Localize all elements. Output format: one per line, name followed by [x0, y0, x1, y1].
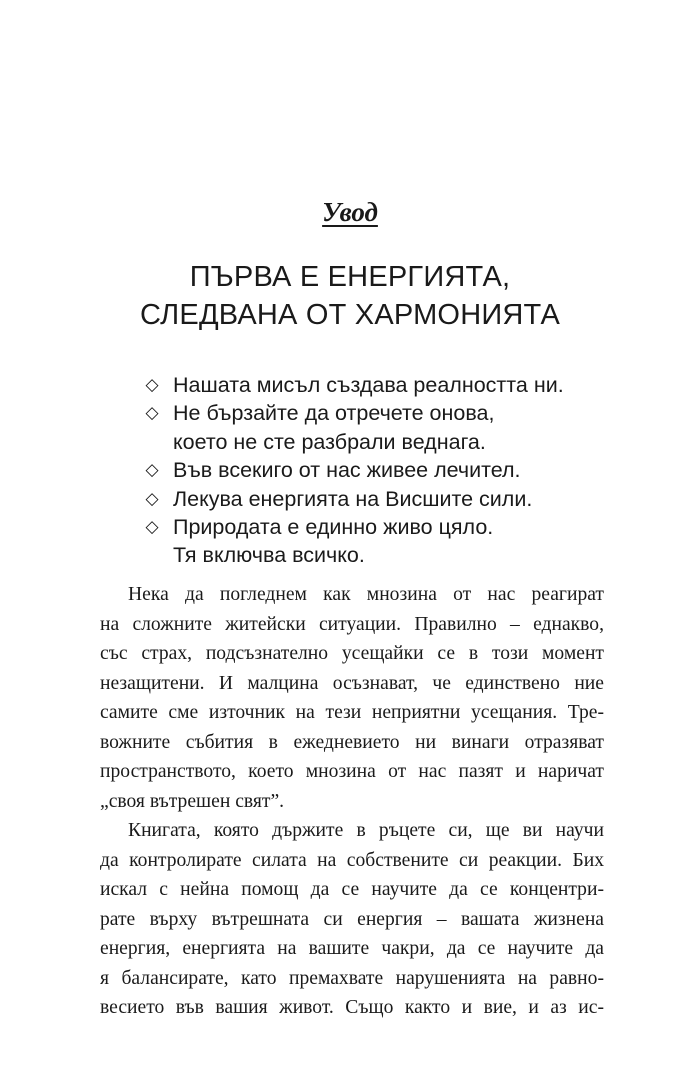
precept-line: Тя включва всичко.	[173, 543, 365, 568]
paragraph-line: я балансирате, като премахвате нарушенията на равно-	[100, 967, 604, 989]
paragraph-line: Нека да погледнем как мнозина от нас реагират	[128, 584, 604, 605]
paragraph-line: Книгата, която държите в ръцете си, ще ви научи	[128, 820, 604, 841]
chapter-title-line: ПЪРВА Е ЕНЕРГИЯТА,	[189, 261, 511, 293]
body-text	[100, 580, 604, 1023]
precept-item	[140, 456, 610, 484]
precept-line: Нашата мисъл създава реалността ни.	[173, 373, 564, 397]
precept-item	[140, 371, 610, 399]
precept-line: Не бързайте да отречете онова,	[173, 401, 495, 426]
precept-item	[140, 485, 610, 513]
paragraph-line: със страх, подсъзнателно усещайки се в този момент	[100, 643, 604, 664]
paragraph	[100, 816, 604, 1023]
paragraph-line: весието във вашия живот. Също както и вие, и аз ис-	[100, 997, 604, 1018]
paragraph-line: вожните събития в ежедневието ни винаги отразяват	[100, 731, 604, 753]
paragraph-line: самите сме източник на тези неприятни усещания. Тре-	[100, 702, 604, 723]
paragraph-line: енергия, енергията на вашите чакри, да се научите да	[100, 938, 604, 959]
paragraph-line: да контролирате силата на собствените си реакции. Бих	[100, 849, 604, 871]
diamond-bullet-icon: ◇	[145, 375, 159, 394]
precepts-list	[140, 371, 610, 570]
precept-line: което не сте разбрали веднага.	[173, 429, 486, 454]
precept-line: Лекува енергията на Висшите сили.	[173, 486, 533, 511]
diamond-bullet-icon: ◇	[145, 517, 159, 537]
precept-line: Във всекиго от нас живее лечител.	[173, 458, 521, 483]
intro-heading: Увод	[322, 197, 378, 227]
diamond-bullet-icon: ◇	[145, 488, 159, 508]
diamond-bullet-icon: ◇	[145, 460, 159, 480]
paragraph-line: пространството, което мнозина от нас пазят и наричат	[100, 761, 604, 782]
paragraph-line: искал с нейна помощ да се научите да се концентри-	[100, 879, 604, 900]
precept-line: Природата е единно живо цяло.	[173, 515, 494, 540]
chapter-title	[0, 258, 700, 334]
precept-item	[140, 399, 610, 456]
paragraph-line: „своя вътрешен свят”.	[100, 790, 285, 812]
paragraph-line: на сложните житейски ситуации. Правилно – еднакво,	[100, 613, 604, 635]
precept-item	[140, 513, 610, 570]
paragraph	[100, 580, 604, 816]
diamond-bullet-icon: ◇	[145, 403, 159, 423]
paragraph-line: рате върху вътрешната си енергия – вашата жизнена	[100, 908, 604, 930]
paragraph-line: незащитени. И малцина осъзнават, че единствено ние	[100, 672, 604, 694]
chapter-title-line: СЛЕДВАНА ОТ ХАРМОНИЯТА	[139, 299, 561, 331]
